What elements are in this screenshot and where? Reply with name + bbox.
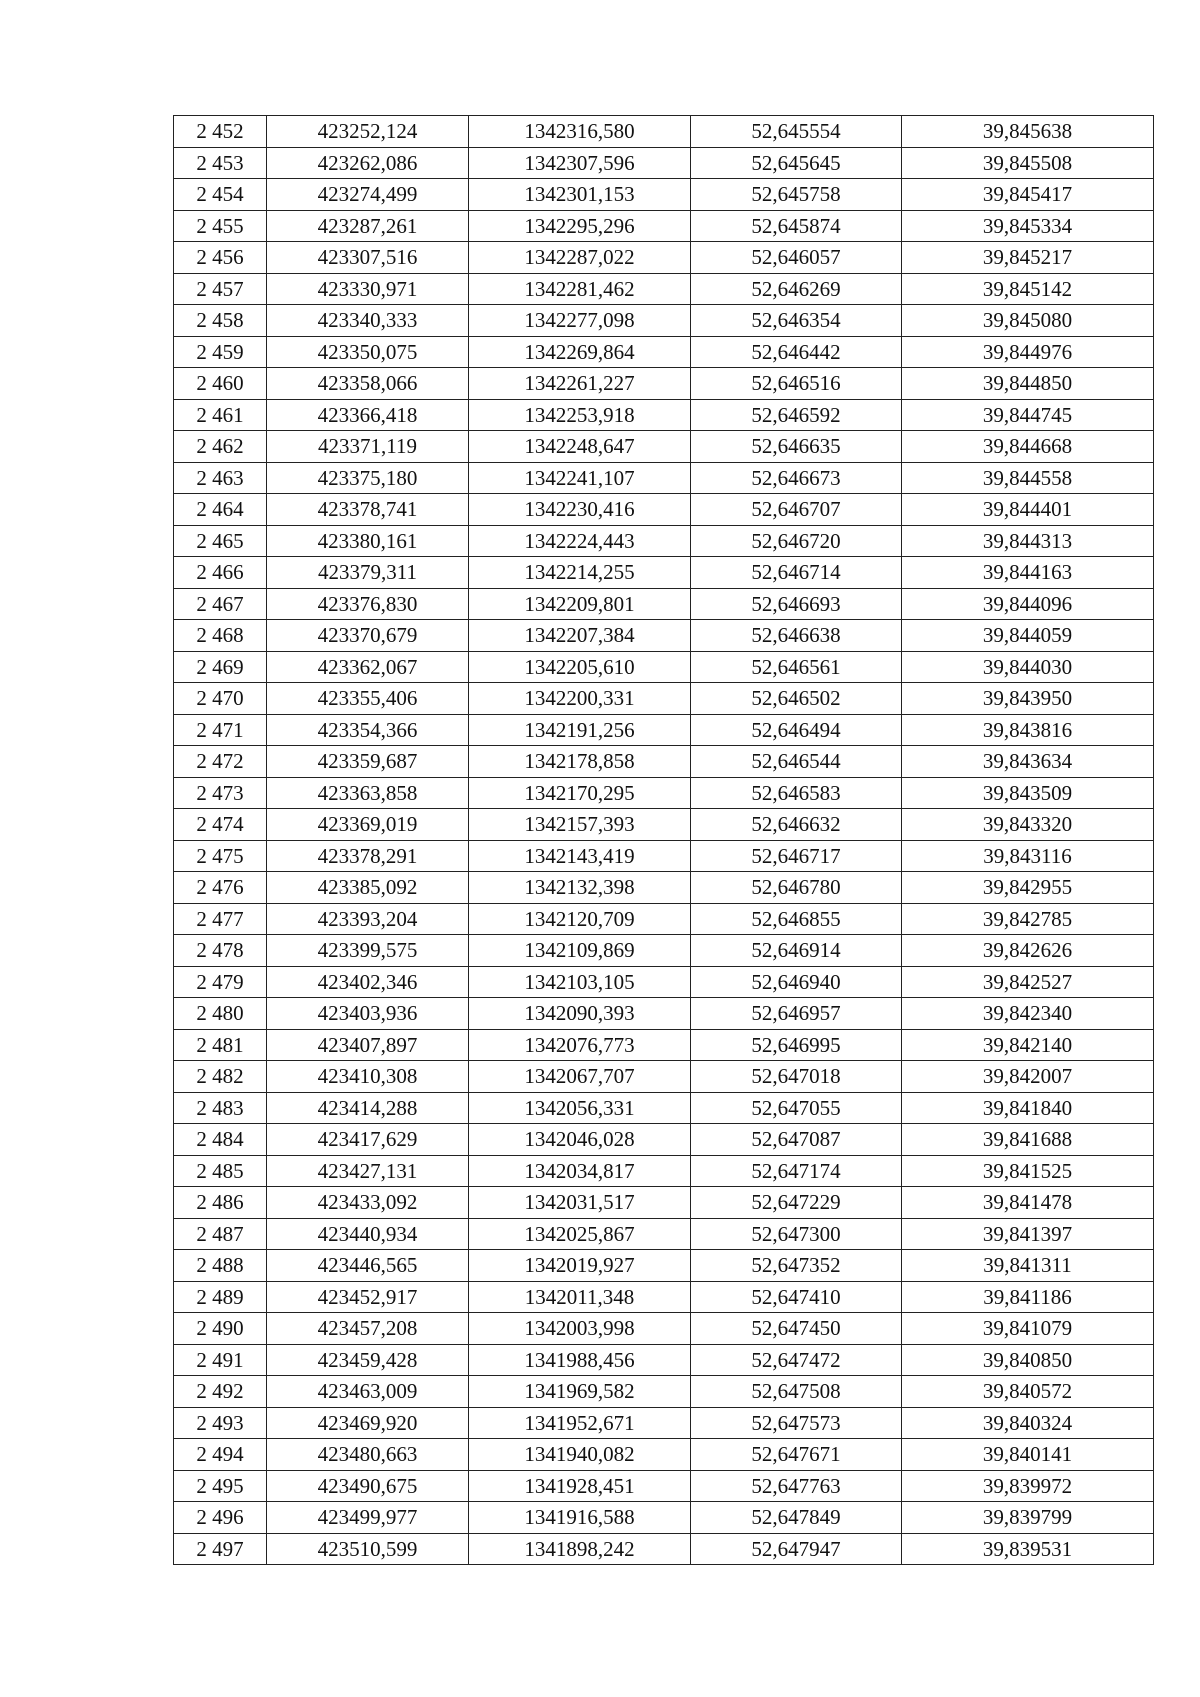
x-coordinate-cell: 423510,599 [267, 1533, 469, 1565]
y-coordinate-cell: 1342287,022 [469, 242, 691, 274]
latitude-cell: 52,647472 [691, 1344, 902, 1376]
table-row [174, 683, 1154, 715]
point-number-cell: 2 468 [174, 620, 267, 652]
longitude-cell: 39,843509 [902, 777, 1154, 809]
y-coordinate-cell: 1342019,927 [469, 1250, 691, 1282]
longitude-cell: 39,840324 [902, 1407, 1154, 1439]
latitude-cell: 52,646855 [691, 903, 902, 935]
x-coordinate-cell: 423350,075 [267, 336, 469, 368]
x-coordinate-cell: 423440,934 [267, 1218, 469, 1250]
x-coordinate-cell: 423427,131 [267, 1155, 469, 1187]
y-coordinate-cell: 1342295,296 [469, 210, 691, 242]
table-row [174, 746, 1154, 778]
latitude-cell: 52,646957 [691, 998, 902, 1030]
y-coordinate-cell: 1342067,707 [469, 1061, 691, 1093]
y-coordinate-cell: 1342269,864 [469, 336, 691, 368]
latitude-cell: 52,646592 [691, 399, 902, 431]
point-number-cell: 2 480 [174, 998, 267, 1030]
latitude-cell: 52,646940 [691, 966, 902, 998]
table-row [174, 1092, 1154, 1124]
longitude-cell: 39,839531 [902, 1533, 1154, 1565]
x-coordinate-cell: 423379,311 [267, 557, 469, 589]
table-row [174, 777, 1154, 809]
latitude-cell: 52,647300 [691, 1218, 902, 1250]
x-coordinate-cell: 423393,204 [267, 903, 469, 935]
latitude-cell: 52,646635 [691, 431, 902, 463]
x-coordinate-cell: 423358,066 [267, 368, 469, 400]
coordinates-table-body [174, 116, 1154, 1565]
y-coordinate-cell: 1342248,647 [469, 431, 691, 463]
x-coordinate-cell: 423380,161 [267, 525, 469, 557]
table-row [174, 336, 1154, 368]
y-coordinate-cell: 1341928,451 [469, 1470, 691, 1502]
table-row [174, 179, 1154, 211]
y-coordinate-cell: 1342120,709 [469, 903, 691, 935]
y-coordinate-cell: 1342261,227 [469, 368, 691, 400]
point-number-cell: 2 489 [174, 1281, 267, 1313]
point-number-cell: 2 483 [174, 1092, 267, 1124]
latitude-cell: 52,645758 [691, 179, 902, 211]
y-coordinate-cell: 1341969,582 [469, 1376, 691, 1408]
table-row [174, 1376, 1154, 1408]
x-coordinate-cell: 423446,565 [267, 1250, 469, 1282]
latitude-cell: 52,645874 [691, 210, 902, 242]
longitude-cell: 39,841186 [902, 1281, 1154, 1313]
longitude-cell: 39,844401 [902, 494, 1154, 526]
y-coordinate-cell: 1342025,867 [469, 1218, 691, 1250]
longitude-cell: 39,845142 [902, 273, 1154, 305]
longitude-cell: 39,841311 [902, 1250, 1154, 1282]
latitude-cell: 52,646780 [691, 872, 902, 904]
x-coordinate-cell: 423402,346 [267, 966, 469, 998]
latitude-cell: 52,646583 [691, 777, 902, 809]
longitude-cell: 39,843116 [902, 840, 1154, 872]
point-number-cell: 2 464 [174, 494, 267, 526]
x-coordinate-cell: 423452,917 [267, 1281, 469, 1313]
latitude-cell: 52,646544 [691, 746, 902, 778]
latitude-cell: 52,645554 [691, 116, 902, 148]
longitude-cell: 39,844558 [902, 462, 1154, 494]
latitude-cell: 52,647450 [691, 1313, 902, 1345]
longitude-cell: 39,841840 [902, 1092, 1154, 1124]
table-row [174, 1439, 1154, 1471]
point-number-cell: 2 478 [174, 935, 267, 967]
point-number-cell: 2 472 [174, 746, 267, 778]
x-coordinate-cell: 423378,291 [267, 840, 469, 872]
longitude-cell: 39,840572 [902, 1376, 1154, 1408]
table-row [174, 1187, 1154, 1219]
latitude-cell: 52,647087 [691, 1124, 902, 1156]
longitude-cell: 39,843634 [902, 746, 1154, 778]
point-number-cell: 2 470 [174, 683, 267, 715]
latitude-cell: 52,646502 [691, 683, 902, 715]
x-coordinate-cell: 423457,208 [267, 1313, 469, 1345]
longitude-cell: 39,844745 [902, 399, 1154, 431]
table-row [174, 116, 1154, 148]
table-row [174, 1124, 1154, 1156]
latitude-cell: 52,645645 [691, 147, 902, 179]
y-coordinate-cell: 1342003,998 [469, 1313, 691, 1345]
x-coordinate-cell: 423414,288 [267, 1092, 469, 1124]
table-row [174, 903, 1154, 935]
x-coordinate-cell: 423287,261 [267, 210, 469, 242]
longitude-cell: 39,842527 [902, 966, 1154, 998]
x-coordinate-cell: 423378,741 [267, 494, 469, 526]
latitude-cell: 52,647018 [691, 1061, 902, 1093]
x-coordinate-cell: 423262,086 [267, 147, 469, 179]
y-coordinate-cell: 1342301,153 [469, 179, 691, 211]
x-coordinate-cell: 423307,516 [267, 242, 469, 274]
latitude-cell: 52,647055 [691, 1092, 902, 1124]
latitude-cell: 52,646707 [691, 494, 902, 526]
latitude-cell: 52,647763 [691, 1470, 902, 1502]
y-coordinate-cell: 1342205,610 [469, 651, 691, 683]
longitude-cell: 39,841688 [902, 1124, 1154, 1156]
y-coordinate-cell: 1342281,462 [469, 273, 691, 305]
longitude-cell: 39,843950 [902, 683, 1154, 715]
point-number-cell: 2 463 [174, 462, 267, 494]
longitude-cell: 39,841079 [902, 1313, 1154, 1345]
table-row [174, 210, 1154, 242]
longitude-cell: 39,845638 [902, 116, 1154, 148]
y-coordinate-cell: 1342207,384 [469, 620, 691, 652]
table-row [174, 1533, 1154, 1565]
point-number-cell: 2 457 [174, 273, 267, 305]
latitude-cell: 52,647849 [691, 1502, 902, 1534]
y-coordinate-cell: 1341952,671 [469, 1407, 691, 1439]
latitude-cell: 52,646516 [691, 368, 902, 400]
latitude-cell: 52,646561 [691, 651, 902, 683]
latitude-cell: 52,646693 [691, 588, 902, 620]
y-coordinate-cell: 1342011,348 [469, 1281, 691, 1313]
point-number-cell: 2 461 [174, 399, 267, 431]
table-row [174, 1344, 1154, 1376]
table-row [174, 1470, 1154, 1502]
longitude-cell: 39,844850 [902, 368, 1154, 400]
point-number-cell: 2 479 [174, 966, 267, 998]
longitude-cell: 39,845508 [902, 147, 1154, 179]
longitude-cell: 39,842955 [902, 872, 1154, 904]
table-row [174, 462, 1154, 494]
table-row [174, 998, 1154, 1030]
x-coordinate-cell: 423363,858 [267, 777, 469, 809]
longitude-cell: 39,842626 [902, 935, 1154, 967]
y-coordinate-cell: 1342090,393 [469, 998, 691, 1030]
longitude-cell: 39,845334 [902, 210, 1154, 242]
latitude-cell: 52,646442 [691, 336, 902, 368]
longitude-cell: 39,841478 [902, 1187, 1154, 1219]
longitude-cell: 39,842007 [902, 1061, 1154, 1093]
table-row [174, 431, 1154, 463]
x-coordinate-cell: 423355,406 [267, 683, 469, 715]
longitude-cell: 39,841525 [902, 1155, 1154, 1187]
table-row [174, 1407, 1154, 1439]
table-row [174, 714, 1154, 746]
x-coordinate-cell: 423469,920 [267, 1407, 469, 1439]
point-number-cell: 2 493 [174, 1407, 267, 1439]
point-number-cell: 2 491 [174, 1344, 267, 1376]
longitude-cell: 39,845080 [902, 305, 1154, 337]
table-row [174, 273, 1154, 305]
point-number-cell: 2 475 [174, 840, 267, 872]
x-coordinate-cell: 423359,687 [267, 746, 469, 778]
x-coordinate-cell: 423371,119 [267, 431, 469, 463]
y-coordinate-cell: 1342056,331 [469, 1092, 691, 1124]
table-row [174, 147, 1154, 179]
latitude-cell: 52,647352 [691, 1250, 902, 1282]
longitude-cell: 39,844163 [902, 557, 1154, 589]
latitude-cell: 52,646354 [691, 305, 902, 337]
point-number-cell: 2 452 [174, 116, 267, 148]
longitude-cell: 39,844976 [902, 336, 1154, 368]
latitude-cell: 52,646057 [691, 242, 902, 274]
x-coordinate-cell: 423459,428 [267, 1344, 469, 1376]
longitude-cell: 39,839972 [902, 1470, 1154, 1502]
longitude-cell: 39,844096 [902, 588, 1154, 620]
point-number-cell: 2 486 [174, 1187, 267, 1219]
point-number-cell: 2 469 [174, 651, 267, 683]
latitude-cell: 52,646720 [691, 525, 902, 557]
latitude-cell: 52,647573 [691, 1407, 902, 1439]
longitude-cell: 39,843320 [902, 809, 1154, 841]
table-row [174, 872, 1154, 904]
point-number-cell: 2 474 [174, 809, 267, 841]
point-number-cell: 2 471 [174, 714, 267, 746]
x-coordinate-cell: 423399,575 [267, 935, 469, 967]
longitude-cell: 39,840141 [902, 1439, 1154, 1471]
point-number-cell: 2 466 [174, 557, 267, 589]
latitude-cell: 52,646632 [691, 809, 902, 841]
point-number-cell: 2 465 [174, 525, 267, 557]
table-row [174, 1061, 1154, 1093]
table-row [174, 525, 1154, 557]
latitude-cell: 52,647410 [691, 1281, 902, 1313]
point-number-cell: 2 455 [174, 210, 267, 242]
point-number-cell: 2 477 [174, 903, 267, 935]
x-coordinate-cell: 423403,936 [267, 998, 469, 1030]
x-coordinate-cell: 423370,679 [267, 620, 469, 652]
table-row [174, 620, 1154, 652]
table-row [174, 1281, 1154, 1313]
x-coordinate-cell: 423366,418 [267, 399, 469, 431]
longitude-cell: 39,840850 [902, 1344, 1154, 1376]
point-number-cell: 2 497 [174, 1533, 267, 1565]
latitude-cell: 52,647174 [691, 1155, 902, 1187]
table-row [174, 840, 1154, 872]
latitude-cell: 52,647508 [691, 1376, 902, 1408]
longitude-cell: 39,844030 [902, 651, 1154, 683]
y-coordinate-cell: 1342241,107 [469, 462, 691, 494]
x-coordinate-cell: 423354,366 [267, 714, 469, 746]
x-coordinate-cell: 423407,897 [267, 1029, 469, 1061]
table-row [174, 557, 1154, 589]
latitude-cell: 52,647671 [691, 1439, 902, 1471]
y-coordinate-cell: 1342132,398 [469, 872, 691, 904]
point-number-cell: 2 454 [174, 179, 267, 211]
point-number-cell: 2 494 [174, 1439, 267, 1471]
table-row [174, 494, 1154, 526]
y-coordinate-cell: 1342034,817 [469, 1155, 691, 1187]
y-coordinate-cell: 1342031,517 [469, 1187, 691, 1219]
table-row [174, 966, 1154, 998]
latitude-cell: 52,646638 [691, 620, 902, 652]
latitude-cell: 52,646673 [691, 462, 902, 494]
point-number-cell: 2 490 [174, 1313, 267, 1345]
table-row [174, 305, 1154, 337]
coordinates-table [173, 115, 1154, 1565]
longitude-cell: 39,844313 [902, 525, 1154, 557]
x-coordinate-cell: 423499,977 [267, 1502, 469, 1534]
point-number-cell: 2 496 [174, 1502, 267, 1534]
x-coordinate-cell: 423385,092 [267, 872, 469, 904]
y-coordinate-cell: 1342230,416 [469, 494, 691, 526]
table-row [174, 1029, 1154, 1061]
x-coordinate-cell: 423340,333 [267, 305, 469, 337]
x-coordinate-cell: 423417,629 [267, 1124, 469, 1156]
latitude-cell: 52,646269 [691, 273, 902, 305]
longitude-cell: 39,844668 [902, 431, 1154, 463]
longitude-cell: 39,843816 [902, 714, 1154, 746]
x-coordinate-cell: 423274,499 [267, 179, 469, 211]
y-coordinate-cell: 1341916,588 [469, 1502, 691, 1534]
table-row [174, 1313, 1154, 1345]
point-number-cell: 2 495 [174, 1470, 267, 1502]
y-coordinate-cell: 1341988,456 [469, 1344, 691, 1376]
longitude-cell: 39,844059 [902, 620, 1154, 652]
y-coordinate-cell: 1342076,773 [469, 1029, 691, 1061]
longitude-cell: 39,842785 [902, 903, 1154, 935]
x-coordinate-cell: 423376,830 [267, 588, 469, 620]
point-number-cell: 2 473 [174, 777, 267, 809]
x-coordinate-cell: 423490,675 [267, 1470, 469, 1502]
point-number-cell: 2 453 [174, 147, 267, 179]
y-coordinate-cell: 1342157,393 [469, 809, 691, 841]
point-number-cell: 2 485 [174, 1155, 267, 1187]
x-coordinate-cell: 423330,971 [267, 273, 469, 305]
y-coordinate-cell: 1342253,918 [469, 399, 691, 431]
table-row [174, 588, 1154, 620]
point-number-cell: 2 481 [174, 1029, 267, 1061]
table-row [174, 1250, 1154, 1282]
y-coordinate-cell: 1342200,331 [469, 683, 691, 715]
latitude-cell: 52,646717 [691, 840, 902, 872]
table-row [174, 1218, 1154, 1250]
y-coordinate-cell: 1342046,028 [469, 1124, 691, 1156]
latitude-cell: 52,647947 [691, 1533, 902, 1565]
point-number-cell: 2 488 [174, 1250, 267, 1282]
y-coordinate-cell: 1342214,255 [469, 557, 691, 589]
point-number-cell: 2 492 [174, 1376, 267, 1408]
y-coordinate-cell: 1342277,098 [469, 305, 691, 337]
x-coordinate-cell: 423362,067 [267, 651, 469, 683]
point-number-cell: 2 459 [174, 336, 267, 368]
longitude-cell: 39,842340 [902, 998, 1154, 1030]
latitude-cell: 52,647229 [691, 1187, 902, 1219]
longitude-cell: 39,845217 [902, 242, 1154, 274]
y-coordinate-cell: 1342170,295 [469, 777, 691, 809]
latitude-cell: 52,646714 [691, 557, 902, 589]
x-coordinate-cell: 423369,019 [267, 809, 469, 841]
y-coordinate-cell: 1341898,242 [469, 1533, 691, 1565]
latitude-cell: 52,646995 [691, 1029, 902, 1061]
x-coordinate-cell: 423252,124 [267, 116, 469, 148]
x-coordinate-cell: 423410,308 [267, 1061, 469, 1093]
point-number-cell: 2 467 [174, 588, 267, 620]
y-coordinate-cell: 1342316,580 [469, 116, 691, 148]
y-coordinate-cell: 1341940,082 [469, 1439, 691, 1471]
point-number-cell: 2 458 [174, 305, 267, 337]
x-coordinate-cell: 423375,180 [267, 462, 469, 494]
table-row [174, 399, 1154, 431]
y-coordinate-cell: 1342103,105 [469, 966, 691, 998]
table-row [174, 809, 1154, 841]
table-row [174, 242, 1154, 274]
point-number-cell: 2 456 [174, 242, 267, 274]
point-number-cell: 2 487 [174, 1218, 267, 1250]
table-row [174, 1155, 1154, 1187]
x-coordinate-cell: 423433,092 [267, 1187, 469, 1219]
y-coordinate-cell: 1342178,858 [469, 746, 691, 778]
y-coordinate-cell: 1342143,419 [469, 840, 691, 872]
table-row [174, 1502, 1154, 1534]
latitude-cell: 52,646914 [691, 935, 902, 967]
table-row [174, 935, 1154, 967]
point-number-cell: 2 482 [174, 1061, 267, 1093]
longitude-cell: 39,845417 [902, 179, 1154, 211]
x-coordinate-cell: 423463,009 [267, 1376, 469, 1408]
y-coordinate-cell: 1342191,256 [469, 714, 691, 746]
y-coordinate-cell: 1342307,596 [469, 147, 691, 179]
y-coordinate-cell: 1342109,869 [469, 935, 691, 967]
y-coordinate-cell: 1342224,443 [469, 525, 691, 557]
table-row [174, 651, 1154, 683]
longitude-cell: 39,841397 [902, 1218, 1154, 1250]
point-number-cell: 2 462 [174, 431, 267, 463]
longitude-cell: 39,839799 [902, 1502, 1154, 1534]
latitude-cell: 52,646494 [691, 714, 902, 746]
point-number-cell: 2 484 [174, 1124, 267, 1156]
table-row [174, 368, 1154, 400]
point-number-cell: 2 476 [174, 872, 267, 904]
x-coordinate-cell: 423480,663 [267, 1439, 469, 1471]
y-coordinate-cell: 1342209,801 [469, 588, 691, 620]
point-number-cell: 2 460 [174, 368, 267, 400]
longitude-cell: 39,842140 [902, 1029, 1154, 1061]
